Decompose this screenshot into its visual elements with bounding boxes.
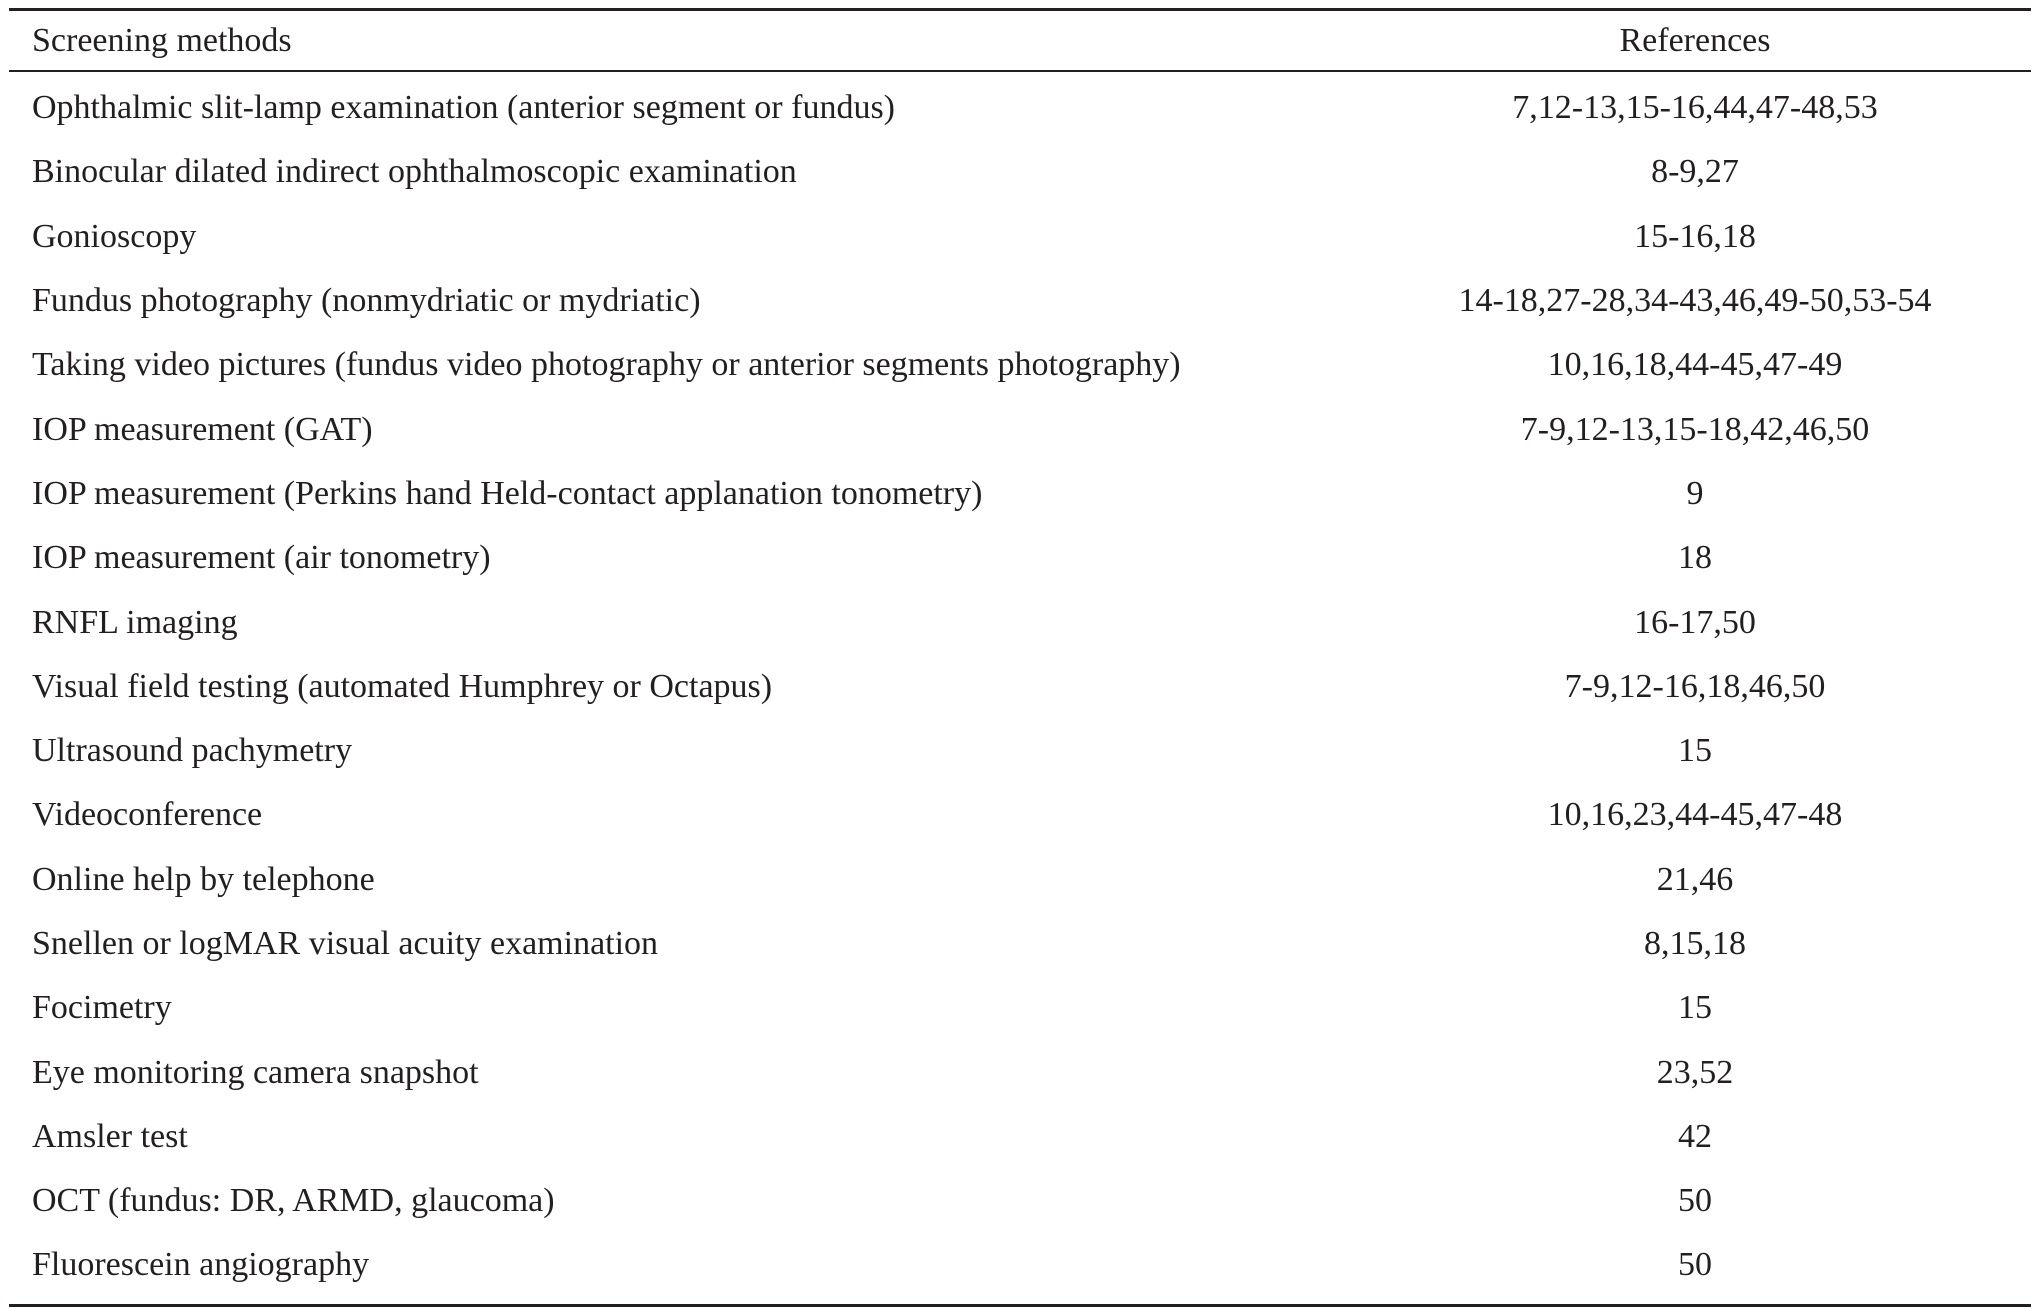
- screening-methods-table: [9, 8, 2031, 1307]
- cell-screening-method: Eye monitoring camera snapshot: [32, 1053, 479, 1091]
- table-body: [9, 72, 2031, 1304]
- cell-screening-method: Fluorescein angiography: [32, 1246, 370, 1284]
- cell-references: 9: [1686, 474, 1704, 512]
- cell-references: 15: [1678, 732, 1712, 770]
- table-bottom-rule: [9, 1304, 2031, 1307]
- table-row: [9, 397, 2031, 461]
- cell-screening-method: Videoconference: [32, 796, 263, 834]
- cell-screening-method: IOP measurement (air tonometry): [32, 539, 491, 577]
- table-row: [9, 848, 2031, 912]
- table-row: [9, 783, 2031, 847]
- table-row: [9, 590, 2031, 654]
- table-row: [9, 655, 2031, 719]
- header-references: References: [1619, 21, 1771, 59]
- cell-screening-method: Amsler test: [32, 1117, 188, 1155]
- table-row: [9, 1040, 2031, 1104]
- cell-screening-method: RNFL imaging: [32, 603, 238, 641]
- cell-references: 50: [1678, 1246, 1712, 1284]
- table-row: [9, 1233, 2031, 1297]
- cell-screening-method: OCT (fundus: DR, ARMD, glaucoma): [32, 1182, 555, 1220]
- cell-references: 50: [1678, 1182, 1712, 1220]
- cell-references: 18: [1678, 539, 1712, 577]
- table-row: [9, 526, 2031, 590]
- table-header-row: [9, 11, 2031, 70]
- header-screening-methods: Screening methods: [32, 21, 292, 59]
- table-row: [9, 976, 2031, 1040]
- cell-screening-method: Binocular dilated indirect ophthalmoscopic examination: [32, 153, 797, 191]
- table-row: [9, 333, 2031, 397]
- cell-screening-method: Visual field testing (automated Humphrey or Octapus): [32, 667, 773, 705]
- table-row: [9, 1169, 2031, 1233]
- cell-screening-method: Fundus photography (nonmydriatic or mydriatic): [32, 282, 701, 320]
- table-row: [9, 76, 2031, 140]
- cell-references: 15-16,18: [1634, 217, 1756, 255]
- cell-references: 14-18,27-28,34-43,46,49-50,53-54: [1458, 282, 1932, 320]
- cell-references: 23,52: [1656, 1053, 1734, 1091]
- table-row: [9, 269, 2031, 333]
- table-row: [9, 140, 2031, 204]
- table-row: [9, 462, 2031, 526]
- table-row: [9, 912, 2031, 976]
- cell-references: 10,16,18,44-45,47-49: [1547, 346, 1843, 384]
- table-row: [9, 1105, 2031, 1169]
- cell-screening-method: Focimetry: [32, 989, 172, 1027]
- table-row: [9, 205, 2031, 269]
- cell-screening-method: IOP measurement (Perkins hand Held-contact applanation tonometry): [32, 474, 983, 512]
- cell-references: 7-9,12-16,18,46,50: [1564, 667, 1826, 705]
- cell-references: 10,16,23,44-45,47-48: [1547, 796, 1843, 834]
- cell-screening-method: Online help by telephone: [32, 860, 375, 898]
- cell-references: 21,46: [1656, 860, 1734, 898]
- cell-screening-method: Taking video pictures (fundus video photography or anterior segments photography): [32, 346, 1181, 384]
- cell-references: 8-9,27: [1651, 153, 1739, 191]
- table-row: [9, 719, 2031, 783]
- cell-screening-method: IOP measurement (GAT): [32, 410, 373, 448]
- cell-references: 42: [1678, 1117, 1712, 1155]
- cell-references: 7,12-13,15-16,44,47-48,53: [1512, 89, 1878, 127]
- cell-screening-method: Gonioscopy: [32, 217, 197, 255]
- cell-references: 16-17,50: [1634, 603, 1756, 641]
- cell-screening-method: Snellen or logMAR visual acuity examination: [32, 925, 659, 962]
- cell-references: 7-9,12-13,15-18,42,46,50: [1520, 410, 1870, 448]
- cell-screening-method: Ophthalmic slit-lamp examination (anterior segment or fundus): [32, 89, 895, 127]
- cell-references: 8,15,18: [1644, 925, 1746, 962]
- cell-screening-method: Ultrasound pachymetry: [32, 732, 353, 770]
- cell-references: 15: [1678, 989, 1712, 1027]
